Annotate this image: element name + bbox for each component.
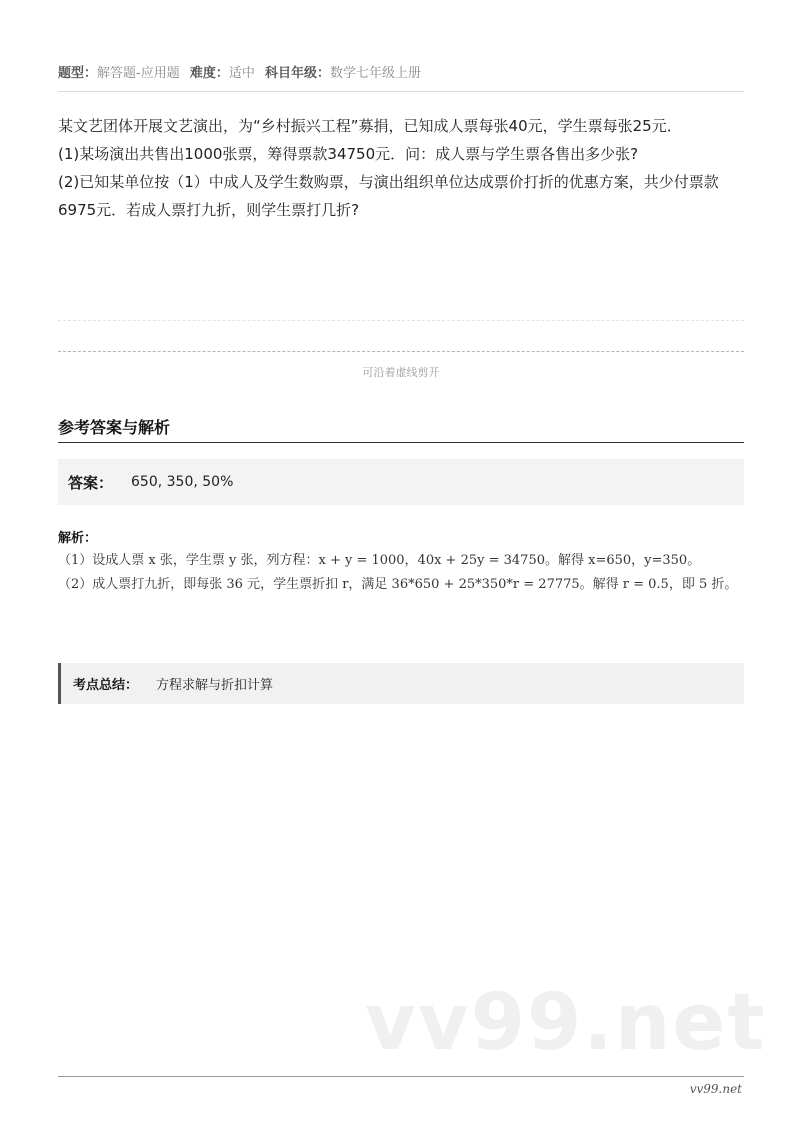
type-label: 题型： bbox=[58, 66, 98, 81]
question-line: (2)已知某单位按（1）中成人及学生数购票，与演出组织单位达成票价打折的优惠方案，共少付票款6975元．若成人票打九折，则学生票打几折? bbox=[58, 173, 719, 219]
answer-box bbox=[58, 459, 744, 505]
watermark: vv99.net bbox=[365, 978, 767, 1068]
difficulty-label: 难度： bbox=[189, 66, 229, 81]
question-body bbox=[58, 112, 744, 224]
analysis-body bbox=[58, 549, 744, 597]
summary-box bbox=[58, 663, 744, 704]
summary-value: 方程求解与折扣计算 bbox=[156, 678, 274, 693]
answer-space-divider bbox=[58, 320, 744, 321]
answer-value: 650, 350, 50% bbox=[131, 474, 234, 490]
analysis-line: （2）成人票打九折，即每张 36 元，学生票折扣 r，满足 36*650 + 25*350*r = 27775。解得 r = 0.5，即 5 折。 bbox=[58, 577, 738, 592]
footer-site: vv99.net bbox=[689, 1082, 742, 1096]
question-line: (1)某场演出共售出1000张票，筹得票款34750元．问：成人票与学生票各售出多少张? bbox=[58, 145, 639, 163]
type-value: 解答题-应用题 bbox=[97, 66, 180, 81]
cut-hint: 可沿着虚线剪开 bbox=[362, 366, 440, 379]
grade-label: 科目年级： bbox=[265, 66, 331, 81]
question-meta bbox=[58, 62, 744, 81]
analysis-label: 解析： bbox=[58, 531, 98, 546]
footer-divider bbox=[58, 1076, 744, 1077]
difficulty-value: 适中 bbox=[228, 66, 255, 81]
section-divider bbox=[58, 442, 744, 443]
grade-value: 数学七年级上册 bbox=[330, 66, 422, 81]
cut-line bbox=[58, 351, 744, 352]
answer-label: 答案： bbox=[68, 473, 114, 492]
analysis-line: （1）设成人票 x 张，学生票 y 张，列方程：x + y = 1000，40x + 25y = 34750。解得 x=650，y=350。 bbox=[58, 553, 701, 568]
meta-divider bbox=[58, 91, 744, 92]
summary-label: 考点总结： bbox=[73, 678, 139, 693]
question-line: 某文艺团体开展文艺演出，为“乡村振兴工程”募捐，已知成人票每张40元，学生票每张25元． bbox=[58, 117, 682, 135]
section-title: 参考答案与解析 bbox=[58, 418, 171, 437]
